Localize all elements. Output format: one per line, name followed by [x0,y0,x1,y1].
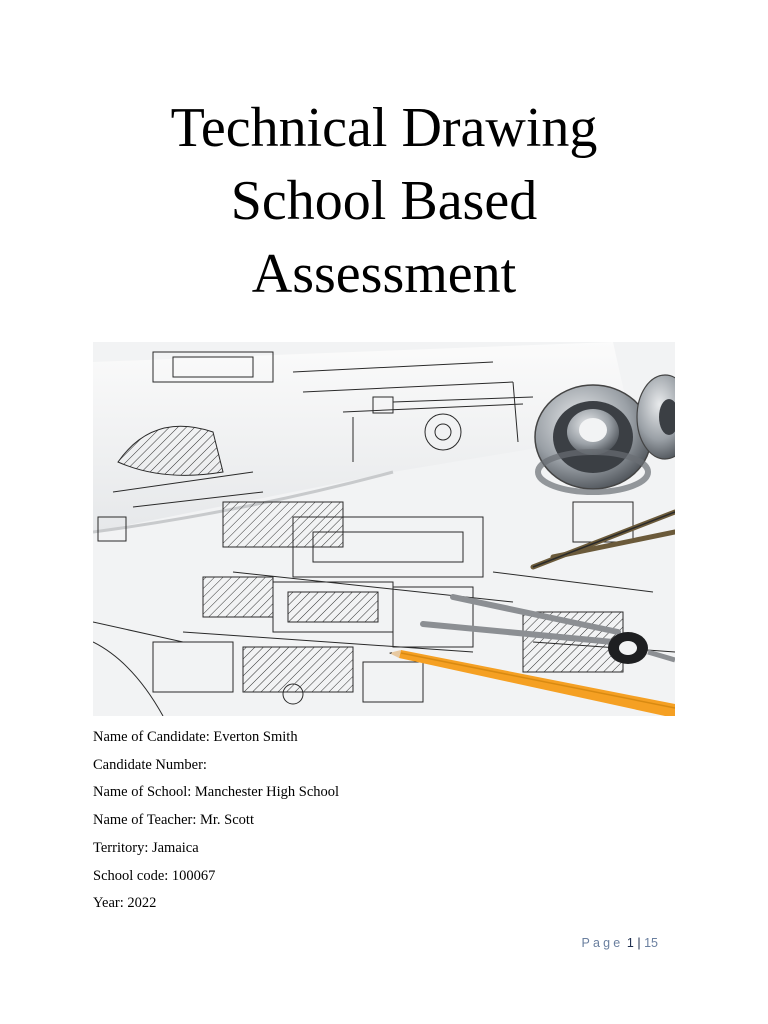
page-word: Page [581,936,624,950]
page-number: 1 [626,936,634,950]
title-line-3: Assessment [251,243,517,305]
total-pages: 15 [644,936,658,950]
document-title [0,92,768,311]
cover-image [93,342,675,716]
blueprint-illustration [93,342,675,716]
candidate-number: Candidate Number: [93,756,207,773]
school-name: Name of School: Manchester High School [93,784,340,801]
candidate-details [93,724,339,918]
page-footer [581,936,658,950]
title-line-1: Technical Drawing [170,97,598,159]
territory: Territory: Jamaica [93,839,199,856]
teacher-name: Name of Teacher: Mr. Scott [93,812,254,829]
school-code: School code: 100067 [93,867,216,884]
year: Year: 2022 [93,895,157,912]
candidate-name: Name of Candidate: Everton Smith [93,729,298,745]
page-separator: | [637,936,641,950]
title-line-2: School Based [230,170,538,232]
